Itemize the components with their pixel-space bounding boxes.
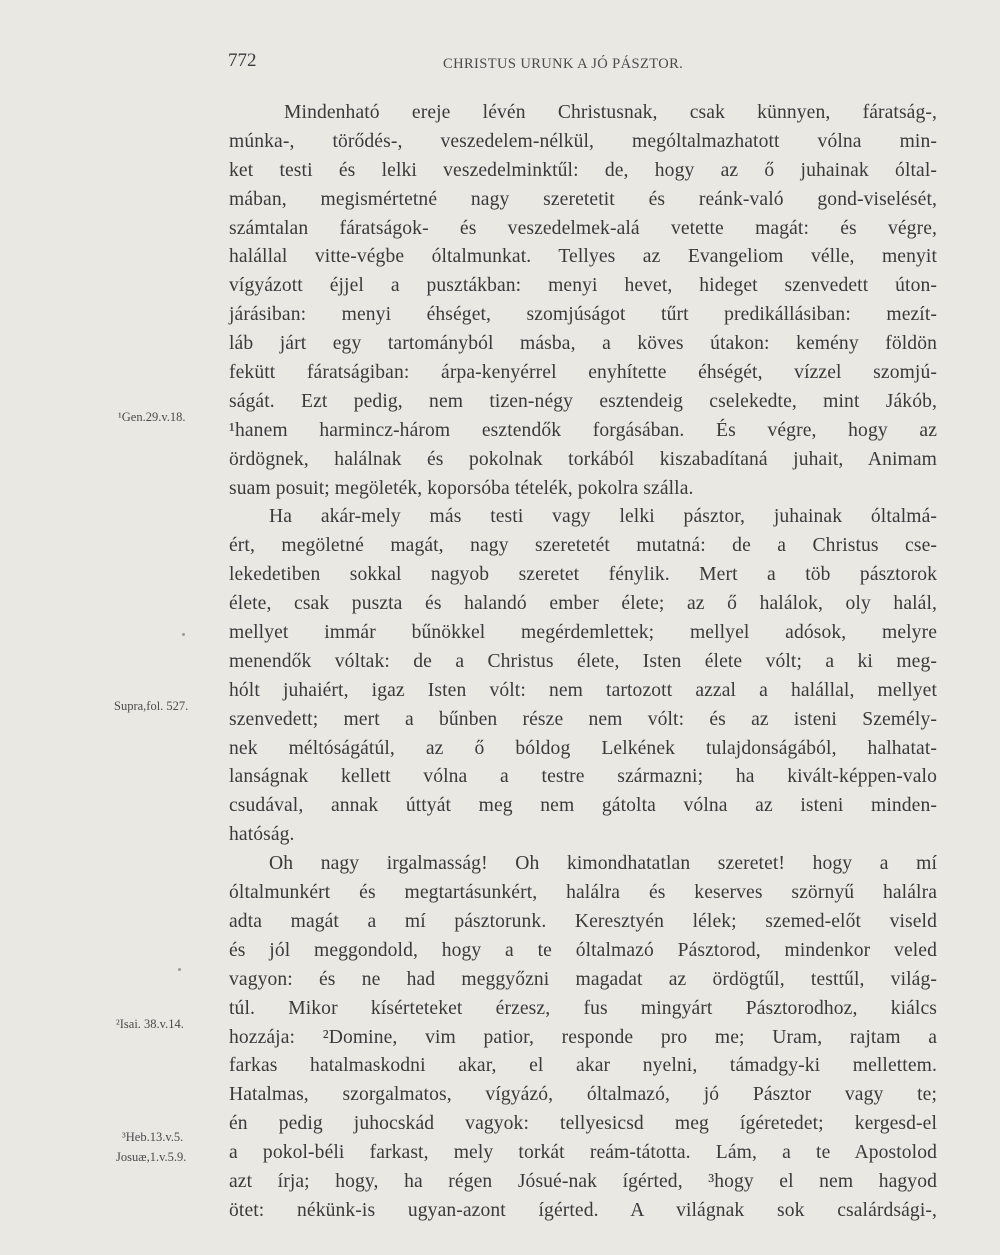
text-line: a pokol-béli farkast, mely torkát reám-tátotta. Lám, a te Apostolod — [229, 1142, 937, 1164]
text-line: és jól meggondold, hogy a te óltalmazó Pásztorod, mindenkor veled — [229, 939, 937, 961]
text-line: ért, megöletné magát, nagy szeretetét mutatná: de a Christus cse- — [229, 535, 937, 557]
text-line: mellyet immár bűnökkel megérdemlettek; mellyel adósok, melyre — [229, 622, 937, 644]
text-line: adta magát a mí pásztorunk. Keresztyén lélek; szemed-előt viseld — [229, 910, 937, 932]
text-line: Oh nagy irgalmasság! Oh kimondhatatlan szeretet! hogy a mí — [269, 853, 937, 875]
text-line: szenvedett; mert a bűnben része nem vólt: és az isteni Személy- — [229, 708, 937, 730]
text-line: csudával, annak úttyát meg nem gátolta vólna az isteni minden- — [229, 795, 937, 817]
margin-note: Supra,fol. 527. — [114, 699, 189, 713]
body-text — [229, 99, 937, 1226]
margin-note: ¹Gen.29.v.18. — [118, 410, 186, 424]
text-line: vígyázott éjjel a pusztákban: menyi hevet, hideget szenvedett úton- — [229, 275, 937, 297]
margin-note: ²Isai. 38.v.14. — [116, 1017, 184, 1031]
text-line: suam posuit; megöleték, koporsóba tételék, pokolra szálla. — [229, 477, 694, 499]
text-line: járásiban: menyi éhséget, szomjúságot tűrt predikállásiban: mezít- — [229, 304, 937, 326]
text-line: lekedetiben sokkal nagyob szeretet fénylik. Mert a töb pásztorok — [229, 564, 937, 586]
page-number: 772 — [228, 50, 257, 71]
text-line: vagyon: és ne had meggyőzni magadat az ördögtűl, testtűl, világ- — [229, 968, 937, 990]
text-line: hatóság. — [229, 824, 295, 846]
text-line: ördögnek, halálnak és pokolnak torkából kiszabadítaná juhait, Animam — [229, 448, 937, 470]
text-line: lanságnak kellett vólna a testre származni; ha kivált-képpen-valo — [229, 766, 937, 788]
text-line: ötet: nékünk-is ugyan-azont ígérted. A világnak sok csalárdsági-, — [229, 1199, 937, 1221]
margin-note: ³Heb.13.v.5. — [122, 1130, 184, 1144]
text-line: láb járt egy tartományból másba, a köves útakon: kemény földön — [229, 333, 937, 355]
text-line: farkas hatalmaskodni akar, el akar nyelni, támadgy-ki mellettem. — [229, 1055, 937, 1077]
page-header — [228, 50, 938, 80]
paper-speck — [182, 633, 185, 636]
text-line: számtalan fáratságok- és veszedelmek-alá vetette magát: és végre, — [229, 217, 937, 239]
text-line: ket testi és lelki veszedelminktűl: de, hogy az ő juhainak óltal- — [229, 159, 937, 181]
text-line: hólt juhaiért, igaz Isten vólt: nem tartozott azzal a halállal, mellyet — [229, 679, 937, 701]
text-line: múnka-, törődés-, veszedelem-nélkül, mególtalmazhatott vólna min- — [229, 130, 937, 152]
margin-note: Josuæ,1.v.5.9. — [116, 1150, 187, 1164]
paper-speck — [178, 968, 181, 971]
text-line: fekütt fáratságiban: árpa-kenyérrel enyhítette éhségét, vízzel szomjú- — [229, 362, 937, 384]
text-line: menendők vóltak: de a Christus élete, Isten élete vólt; a ki meg- — [229, 650, 937, 672]
text-line: élete, csak puszta és halandó ember élete; az ő halálok, oly halál, — [229, 593, 937, 615]
text-line: halállal vitte-végbe óltalmunkat. Tellyes az Evangeliom vélle, menyit — [229, 246, 937, 268]
text-line: mában, megismértetné nagy szeretetit és reánk-való gond-viselését, — [229, 188, 937, 210]
text-line: Ha akár-mely más testi vagy lelki pásztor, juhainak óltalmá- — [269, 506, 937, 528]
text-line: ságát. Ezt pedig, nem tizen-négy esztendeig cselekedte, mint Jákób, — [229, 390, 937, 412]
text-line: nek méltóságátúl, az ő bóldog Lelkének tulajdonságából, halhatat- — [229, 737, 937, 759]
text-line: én pedig juhocskád vagyok: tellyesicsd meg ígéretedet; kergesd-el — [229, 1113, 937, 1135]
text-line: Hatalmas, szorgalmatos, vígyázó, óltalmazó, jó Pásztor vagy te; — [229, 1084, 937, 1106]
running-title: CHRISTUS URUNK A JÓ PÁSZTOR. — [443, 56, 684, 72]
text-line: ¹hanem harmincz-három esztendők forgásában. És végre, hogy az — [229, 419, 937, 441]
text-line: túl. Mikor kísérteteket érzesz, fus mingyárt Pásztorodhoz, kiálcs — [229, 997, 937, 1019]
text-line: Mindenható ereje lévén Christusnak, csak künnyen, fáratság-, — [284, 102, 937, 123]
text-line: óltalmunkért és megtartásunkért, halálra és keserves szörnyű halálra — [229, 882, 937, 904]
text-line: azt írja; hogy, ha régen Jósué-nak ígérted, ³hogy el nem hagyod — [229, 1170, 937, 1192]
text-line: hozzája: ²Domine, vim patior, responde pro me; Uram, rajtam a — [229, 1026, 937, 1048]
